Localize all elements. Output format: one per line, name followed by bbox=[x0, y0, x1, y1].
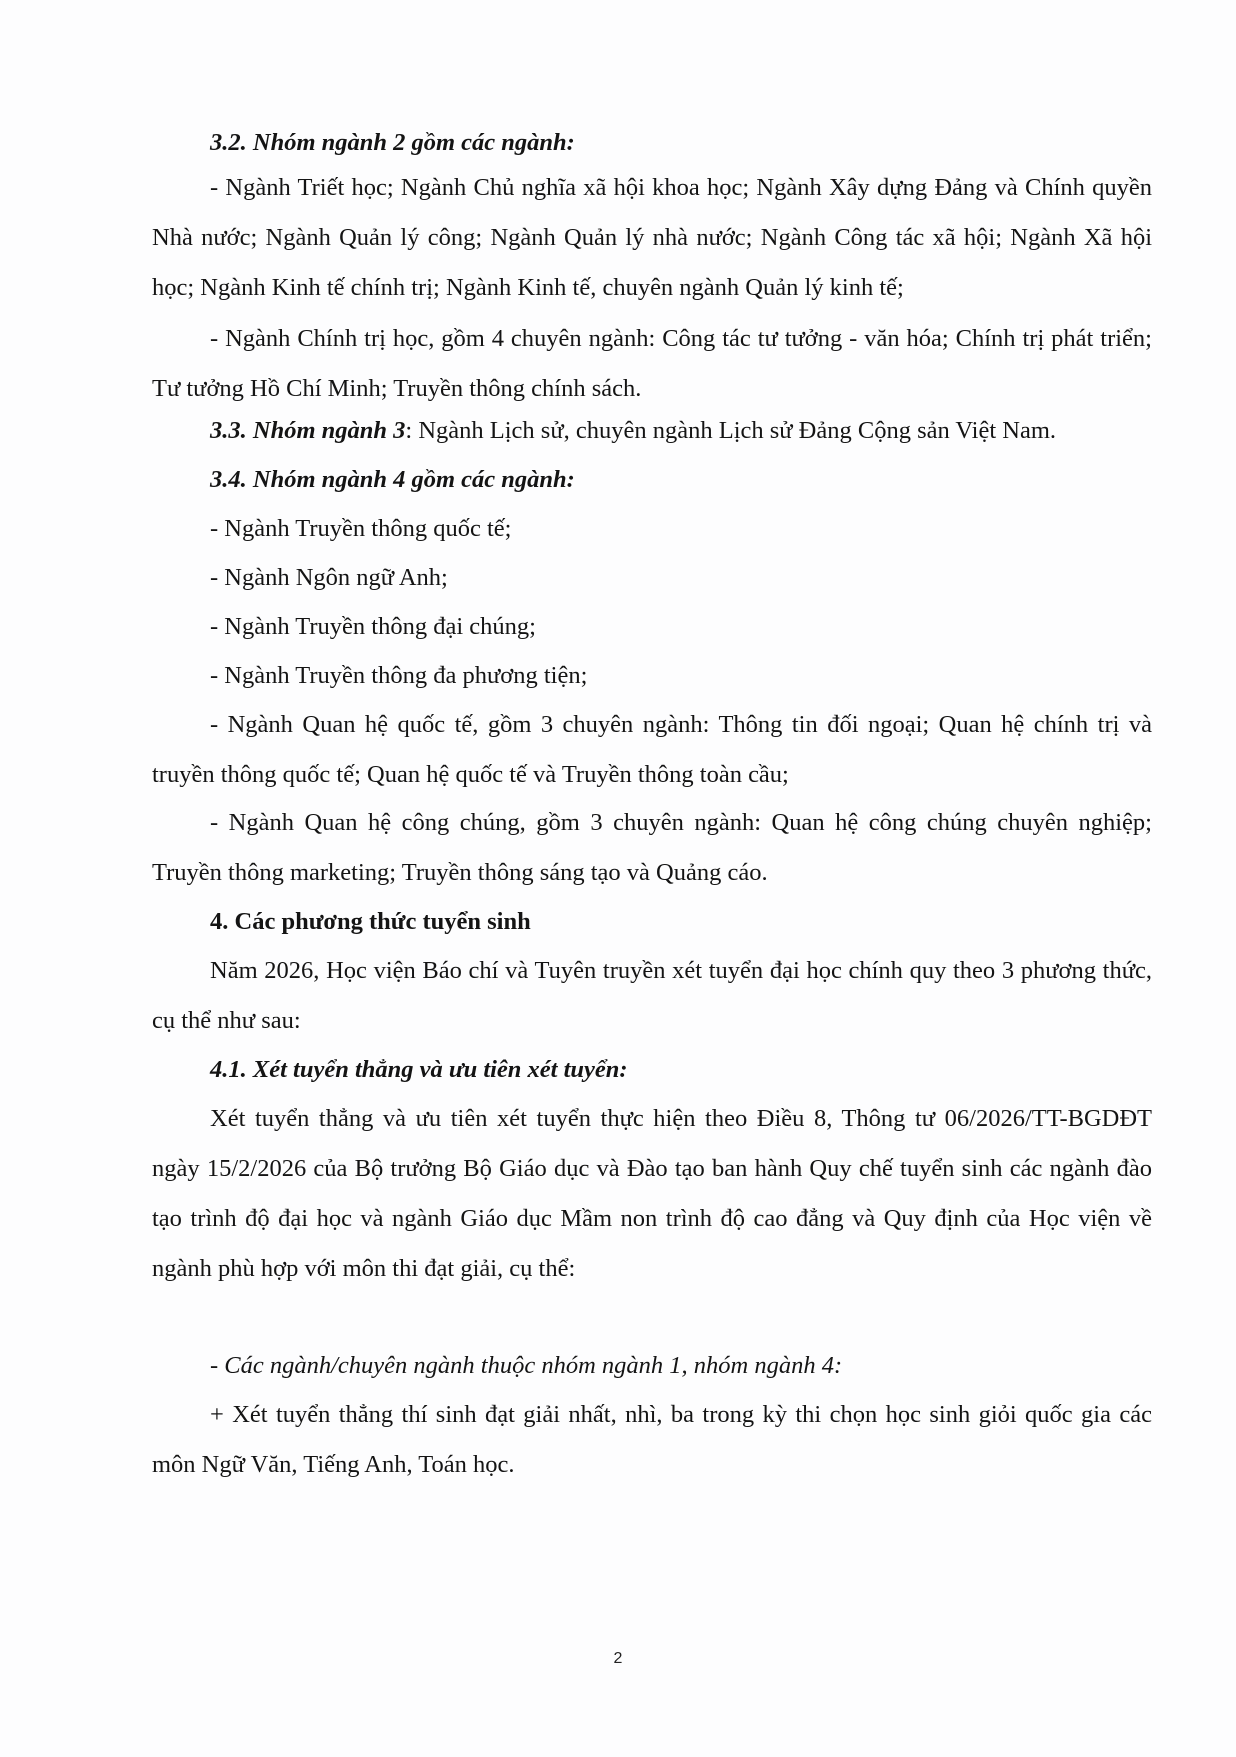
heading-3-4: 3.4. Nhóm ngành 4 gồm các ngành: bbox=[210, 466, 575, 493]
page-number: 2 bbox=[613, 1650, 623, 1667]
list-item: - Ngành Truyền thông đại chúng; bbox=[210, 613, 536, 640]
section-3-3 bbox=[152, 406, 1152, 456]
heading-4: 4. Các phương thức tuyển sinh bbox=[210, 908, 531, 935]
section-3-3-text: : Ngành Lịch sử, chuyên ngành Lịch sử Đảng Cộng sản Việt Nam. bbox=[405, 417, 1057, 444]
section-4-intro: Năm 2026, Học viện Báo chí và Tuyên truyền xét tuyển đại học chính quy theo 3 phương thức, cụ thể như sau: bbox=[152, 957, 1152, 1034]
list-item-quan-he-quoc-te: - Ngành Quan hệ quốc tế, gồm 3 chuyên ngành: Thông tin đối ngoại; Quan hệ chính trị và truyền thông quốc tế; Quan hệ quốc tế và Truyền thông toàn cầu; bbox=[152, 711, 1152, 788]
section-4-1-subheading: - Các ngành/chuyên ngành thuộc nhóm ngành 1, nhóm ngành 4: bbox=[210, 1352, 843, 1379]
section-4-1-bullet: + Xét tuyển thẳng thí sinh đạt giải nhất, nhì, ba trong kỳ thi chọn học sinh giỏi quốc gia các môn Ngữ Văn, Tiếng Anh, Toán học. bbox=[152, 1401, 1152, 1478]
list-item: - Ngành Truyền thông quốc tế; bbox=[210, 515, 512, 542]
list-item: - Ngành Ngôn ngữ Anh; bbox=[210, 564, 448, 591]
heading-3-2: 3.2. Nhóm ngành 2 gồm các ngành: bbox=[210, 129, 575, 156]
list-item-quan-he-cong-chung: - Ngành Quan hệ công chúng, gồm 3 chuyên ngành: Quan hệ công chúng chuyên nghiệp; Truyền thông marketing; Truyền thông sáng tạo và Quảng cáo. bbox=[152, 809, 1152, 886]
list-item-chinh-tri-hoc: - Ngành Chính trị học, gồm 4 chuyên ngành: Công tác tư tưởng - văn hóa; Chính trị phát triển; Tư tưởng Hồ Chí Minh; Truyền thông chính sách. bbox=[152, 325, 1152, 402]
heading-3-3: 3.3. Nhóm ngành 3 bbox=[210, 417, 406, 444]
section-4-1-body: Xét tuyển thẳng và ưu tiên xét tuyển thực hiện theo Điều 8, Thông tư 06/2026/TT-BGDĐT ngày 15/2/2026 của Bộ trưởng Bộ Giáo dục và Đào tạo ban hành Quy chế tuyển sinh các ngành đào tạo trình độ đại học và ngành Giáo dục Mầm non trình độ cao đẳng và Quy định của Học viện về ngành phù hợp với môn thi đạt giải, cụ thể: bbox=[152, 1105, 1152, 1282]
list-item-nhom-2-majors: - Ngành Triết học; Ngành Chủ nghĩa xã hội khoa học; Ngành Xây dựng Đảng và Chính quyền Nhà nước; Ngành Quản lý công; Ngành Quản lý nhà nước; Ngành Công tác xã hội; Ngành Xã hội học; Ngành Kinh tế chính trị; Ngành Kinh tế, chuyên ngành Quản lý kinh tế; bbox=[152, 174, 1152, 301]
heading-4-1: 4.1. Xét tuyển thẳng và ưu tiên xét tuyển: bbox=[210, 1056, 628, 1083]
list-item: - Ngành Truyền thông đa phương tiện; bbox=[210, 662, 588, 689]
